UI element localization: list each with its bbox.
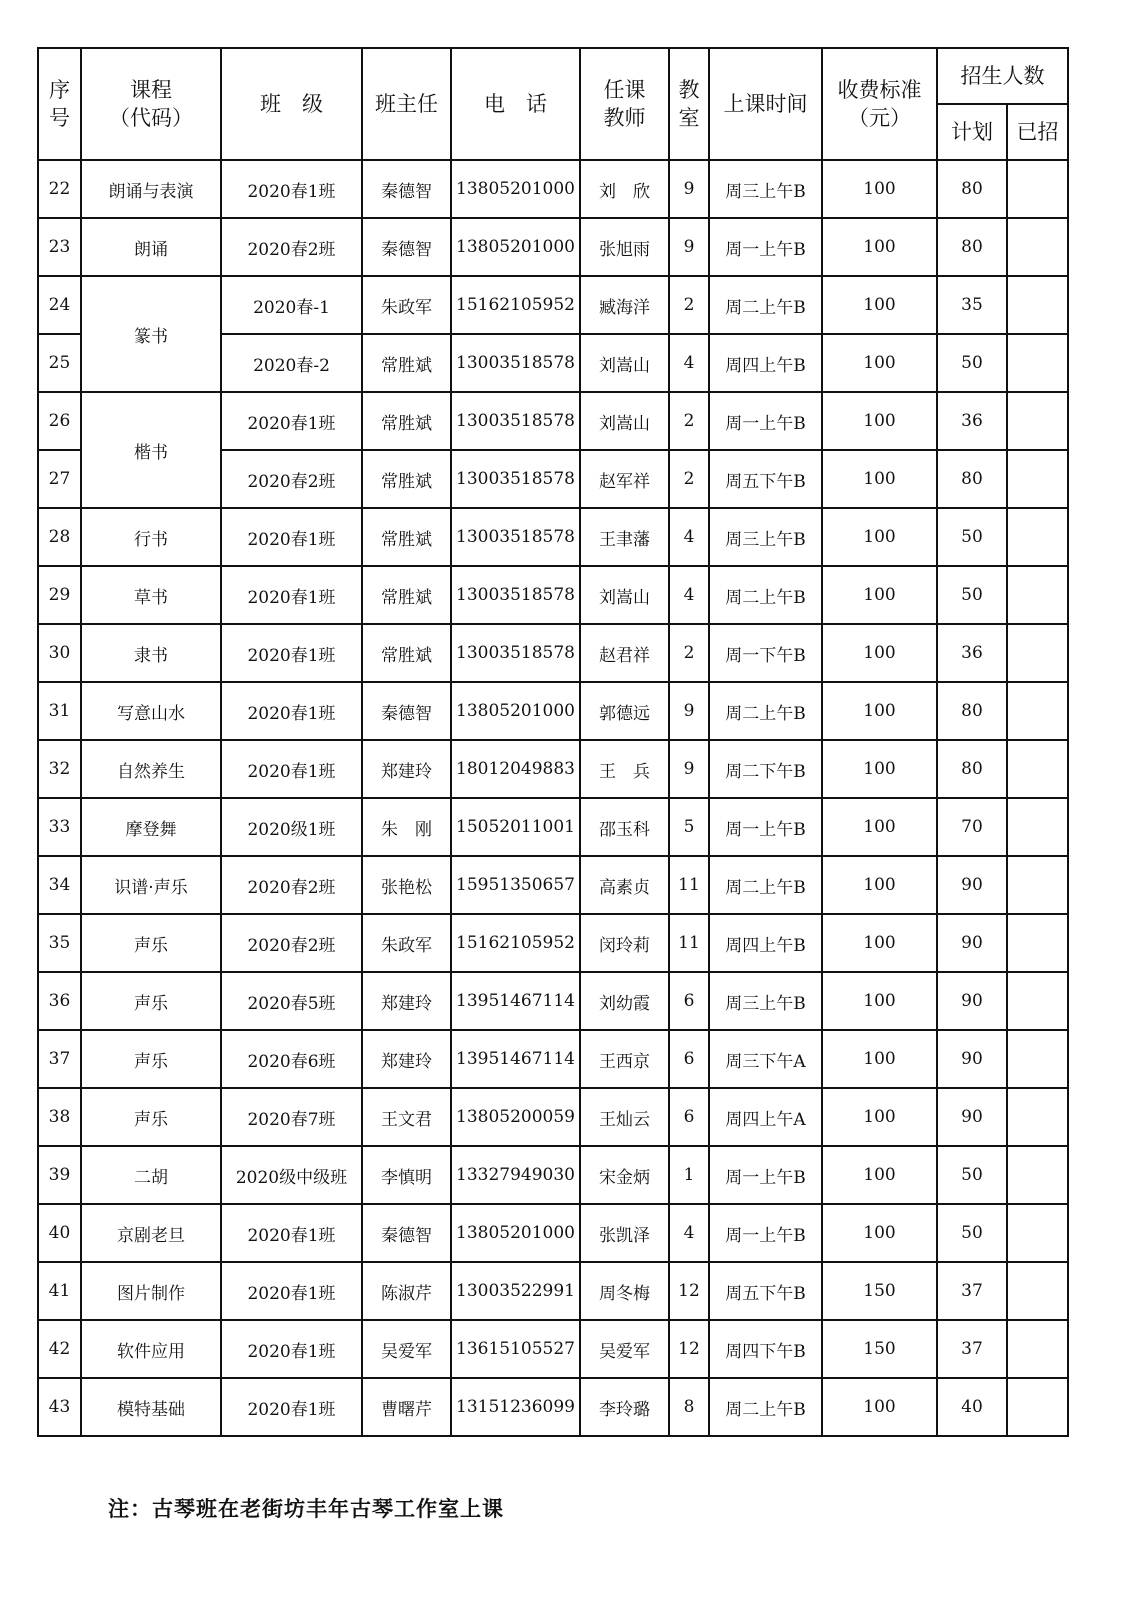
cell-phone: 15162105952: [451, 276, 580, 334]
cell-phone: 13003518578: [451, 566, 580, 624]
cell-fee: 100: [822, 972, 937, 1030]
cell-plan: 36: [937, 624, 1007, 682]
cell-class: 2020春1班: [221, 624, 362, 682]
header-fee: 收费标准 （元）: [822, 48, 937, 160]
cell-head-teacher: 朱政军: [362, 276, 451, 334]
cell-head-teacher: 朱政军: [362, 914, 451, 972]
cell-plan: 80: [937, 450, 1007, 508]
cell-fee: 100: [822, 218, 937, 276]
table-row: [38, 798, 1068, 856]
cell-plan: 50: [937, 566, 1007, 624]
cell-course: 自然养生: [81, 740, 221, 798]
header-class: 班 级: [221, 48, 362, 160]
cell-seq: 28: [38, 508, 81, 566]
header-enroll: 招生人数: [937, 48, 1068, 104]
cell-course: 朗诵与表演: [81, 160, 221, 218]
table-row: [38, 1320, 1068, 1378]
cell-seq: 30: [38, 624, 81, 682]
cell-enrolled: [1007, 1146, 1068, 1204]
cell-teacher: 臧海洋: [580, 276, 669, 334]
cell-room: 9: [669, 160, 709, 218]
cell-head-teacher: 常胜斌: [362, 392, 451, 450]
cell-fee: 100: [822, 856, 937, 914]
cell-plan: 80: [937, 682, 1007, 740]
cell-phone: 13805201000: [451, 682, 580, 740]
cell-room: 4: [669, 508, 709, 566]
cell-enrolled: [1007, 508, 1068, 566]
cell-fee: 100: [822, 1146, 937, 1204]
cell-course: 二胡: [81, 1146, 221, 1204]
table-row: [38, 856, 1068, 914]
cell-plan: 40: [937, 1378, 1007, 1436]
table-row: [38, 392, 1068, 450]
cell-class: 2020春1班: [221, 1262, 362, 1320]
cell-seq: 42: [38, 1320, 81, 1378]
cell-time: 周二上午B: [709, 856, 822, 914]
cell-room: 12: [669, 1262, 709, 1320]
cell-room: 4: [669, 334, 709, 392]
cell-head-teacher: 秦德智: [362, 682, 451, 740]
header-teacher: 任课 教师: [580, 48, 669, 160]
cell-room: 9: [669, 740, 709, 798]
cell-enrolled: [1007, 334, 1068, 392]
cell-class: 2020春-1: [221, 276, 362, 334]
cell-seq: 31: [38, 682, 81, 740]
cell-class: 2020春1班: [221, 160, 362, 218]
cell-teacher: 刘 欣: [580, 160, 669, 218]
cell-fee: 100: [822, 914, 937, 972]
cell-fee: 150: [822, 1320, 937, 1378]
cell-time: 周三上午B: [709, 508, 822, 566]
cell-time: 周五下午B: [709, 450, 822, 508]
cell-head-teacher: 秦德智: [362, 1204, 451, 1262]
cell-course: 写意山水: [81, 682, 221, 740]
cell-phone: 13805201000: [451, 1204, 580, 1262]
cell-enrolled: [1007, 392, 1068, 450]
cell-seq: 37: [38, 1030, 81, 1088]
cell-head-teacher: 李慎明: [362, 1146, 451, 1204]
cell-room: 9: [669, 218, 709, 276]
cell-class: 2020春5班: [221, 972, 362, 1030]
cell-room: 2: [669, 392, 709, 450]
footnote: 注：古琴班在老街坊丰年古琴工作室上课: [108, 1497, 504, 1521]
cell-time: 周一上午B: [709, 1146, 822, 1204]
cell-teacher: 赵君祥: [580, 624, 669, 682]
cell-class: 2020春1班: [221, 1378, 362, 1436]
cell-teacher: 高素贞: [580, 856, 669, 914]
table-row: [38, 914, 1068, 972]
cell-plan: 80: [937, 740, 1007, 798]
cell-plan: 90: [937, 856, 1007, 914]
header-room: 教 室: [669, 48, 709, 160]
cell-time: 周四上午B: [709, 334, 822, 392]
cell-enrolled: [1007, 1320, 1068, 1378]
cell-time: 周三上午B: [709, 972, 822, 1030]
cell-head-teacher: 常胜斌: [362, 334, 451, 392]
cell-teacher: 王灿云: [580, 1088, 669, 1146]
cell-head-teacher: 王文君: [362, 1088, 451, 1146]
cell-class: 2020春2班: [221, 856, 362, 914]
cell-head-teacher: 常胜斌: [362, 450, 451, 508]
cell-course: 摩登舞: [81, 798, 221, 856]
cell-phone: 13951467114: [451, 1030, 580, 1088]
cell-time: 周二上午B: [709, 1378, 822, 1436]
cell-seq: 38: [38, 1088, 81, 1146]
cell-phone: 13003518578: [451, 508, 580, 566]
cell-seq: 41: [38, 1262, 81, 1320]
table-row: [38, 276, 1068, 334]
cell-enrolled: [1007, 450, 1068, 508]
cell-phone: 13805200059: [451, 1088, 580, 1146]
cell-teacher: 闵玲莉: [580, 914, 669, 972]
cell-head-teacher: 秦德智: [362, 160, 451, 218]
cell-phone: 13951467114: [451, 972, 580, 1030]
cell-fee: 100: [822, 450, 937, 508]
cell-class: 2020春1班: [221, 740, 362, 798]
header-seq: 序 号: [38, 48, 81, 160]
cell-fee: 100: [822, 1030, 937, 1088]
cell-phone: 18012049883: [451, 740, 580, 798]
table-row: [38, 1088, 1068, 1146]
cell-course: 篆书: [81, 276, 221, 392]
cell-class: 2020春1班: [221, 1320, 362, 1378]
header-course: 课程 （代码）: [81, 48, 221, 160]
cell-plan: 37: [937, 1320, 1007, 1378]
cell-time: 周四上午A: [709, 1088, 822, 1146]
cell-enrolled: [1007, 160, 1068, 218]
cell-seq: 27: [38, 450, 81, 508]
cell-enrolled: [1007, 276, 1068, 334]
cell-teacher: 王 兵: [580, 740, 669, 798]
cell-head-teacher: 曹曙芹: [362, 1378, 451, 1436]
cell-enrolled: [1007, 682, 1068, 740]
cell-head-teacher: 吴爱军: [362, 1320, 451, 1378]
cell-head-teacher: 郑建玲: [362, 1030, 451, 1088]
header-plan: 计划: [937, 104, 1007, 160]
cell-head-teacher: 郑建玲: [362, 972, 451, 1030]
cell-fee: 100: [822, 160, 937, 218]
cell-seq: 36: [38, 972, 81, 1030]
table-row: [38, 1146, 1068, 1204]
cell-phone: 13151236099: [451, 1378, 580, 1436]
cell-room: 6: [669, 1030, 709, 1088]
cell-room: 12: [669, 1320, 709, 1378]
cell-plan: 50: [937, 334, 1007, 392]
cell-head-teacher: 常胜斌: [362, 508, 451, 566]
cell-time: 周三上午B: [709, 160, 822, 218]
cell-teacher: 邵玉科: [580, 798, 669, 856]
table-row: [38, 160, 1068, 218]
cell-fee: 100: [822, 1088, 937, 1146]
cell-enrolled: [1007, 740, 1068, 798]
cell-time: 周一下午B: [709, 624, 822, 682]
table-row: [38, 508, 1068, 566]
cell-course: 声乐: [81, 1030, 221, 1088]
cell-course: 软件应用: [81, 1320, 221, 1378]
cell-phone: 13003518578: [451, 450, 580, 508]
cell-fee: 100: [822, 392, 937, 450]
cell-time: 周四上午B: [709, 914, 822, 972]
table-row: [38, 682, 1068, 740]
cell-room: 2: [669, 624, 709, 682]
cell-fee: 100: [822, 566, 937, 624]
cell-teacher: 宋金炳: [580, 1146, 669, 1204]
cell-seq: 32: [38, 740, 81, 798]
cell-enrolled: [1007, 1030, 1068, 1088]
cell-head-teacher: 张艳松: [362, 856, 451, 914]
cell-class: 2020春2班: [221, 450, 362, 508]
cell-plan: 90: [937, 914, 1007, 972]
cell-teacher: 郭德远: [580, 682, 669, 740]
cell-teacher: 张旭雨: [580, 218, 669, 276]
cell-seq: 35: [38, 914, 81, 972]
cell-time: 周一上午B: [709, 218, 822, 276]
cell-plan: 80: [937, 218, 1007, 276]
cell-time: 周二上午B: [709, 276, 822, 334]
table-row: [38, 624, 1068, 682]
cell-time: 周四下午B: [709, 1320, 822, 1378]
table-row: [38, 218, 1068, 276]
table-row: [38, 1378, 1068, 1436]
cell-class: 2020春-2: [221, 334, 362, 392]
cell-fee: 100: [822, 740, 937, 798]
cell-class: 2020春1班: [221, 682, 362, 740]
cell-teacher: 刘嵩山: [580, 566, 669, 624]
cell-room: 4: [669, 1204, 709, 1262]
cell-seq: 29: [38, 566, 81, 624]
cell-enrolled: [1007, 1204, 1068, 1262]
cell-seq: 22: [38, 160, 81, 218]
cell-teacher: 赵军祥: [580, 450, 669, 508]
cell-head-teacher: 陈淑芹: [362, 1262, 451, 1320]
cell-fee: 150: [822, 1262, 937, 1320]
cell-head-teacher: 常胜斌: [362, 624, 451, 682]
cell-plan: 90: [937, 1030, 1007, 1088]
cell-enrolled: [1007, 566, 1068, 624]
cell-time: 周五下午B: [709, 1262, 822, 1320]
cell-room: 11: [669, 856, 709, 914]
cell-time: 周一上午B: [709, 798, 822, 856]
cell-teacher: 周冬梅: [580, 1262, 669, 1320]
cell-seq: 26: [38, 392, 81, 450]
cell-seq: 25: [38, 334, 81, 392]
cell-teacher: 王聿藩: [580, 508, 669, 566]
cell-class: 2020春1班: [221, 566, 362, 624]
cell-phone: 15052011001: [451, 798, 580, 856]
header-time: 上课时间: [709, 48, 822, 160]
cell-class: 2020级1班: [221, 798, 362, 856]
cell-room: 9: [669, 682, 709, 740]
cell-enrolled: [1007, 1262, 1068, 1320]
cell-seq: 24: [38, 276, 81, 334]
header-phone: 电 话: [451, 48, 580, 160]
cell-room: 2: [669, 450, 709, 508]
cell-class: 2020春7班: [221, 1088, 362, 1146]
cell-time: 周一上午B: [709, 392, 822, 450]
cell-course: 图片制作: [81, 1262, 221, 1320]
cell-class: 2020春2班: [221, 914, 362, 972]
cell-phone: 13003518578: [451, 624, 580, 682]
cell-phone: 13615105527: [451, 1320, 580, 1378]
cell-enrolled: [1007, 972, 1068, 1030]
cell-phone: 13003518578: [451, 334, 580, 392]
cell-course: 行书: [81, 508, 221, 566]
cell-course: 声乐: [81, 972, 221, 1030]
cell-course: 京剧老旦: [81, 1204, 221, 1262]
cell-enrolled: [1007, 798, 1068, 856]
cell-fee: 100: [822, 624, 937, 682]
table-row: [38, 740, 1068, 798]
table-row: [38, 566, 1068, 624]
cell-fee: 100: [822, 508, 937, 566]
cell-head-teacher: 朱 刚: [362, 798, 451, 856]
cell-fee: 100: [822, 682, 937, 740]
cell-seq: 34: [38, 856, 81, 914]
course-schedule-table: [37, 47, 1069, 1437]
cell-phone: 15951350657: [451, 856, 580, 914]
cell-room: 1: [669, 1146, 709, 1204]
cell-phone: 13327949030: [451, 1146, 580, 1204]
cell-room: 11: [669, 914, 709, 972]
cell-enrolled: [1007, 856, 1068, 914]
cell-plan: 36: [937, 392, 1007, 450]
cell-class: 2020级中级班: [221, 1146, 362, 1204]
cell-plan: 80: [937, 160, 1007, 218]
cell-class: 2020春6班: [221, 1030, 362, 1088]
cell-head-teacher: 郑建玲: [362, 740, 451, 798]
header-head-teacher: 班主任: [362, 48, 451, 160]
cell-plan: 50: [937, 508, 1007, 566]
cell-teacher: 张凯泽: [580, 1204, 669, 1262]
cell-teacher: 王西京: [580, 1030, 669, 1088]
cell-phone: 13003518578: [451, 392, 580, 450]
cell-plan: 90: [937, 972, 1007, 1030]
cell-fee: 100: [822, 798, 937, 856]
cell-enrolled: [1007, 218, 1068, 276]
cell-phone: 13003522991: [451, 1262, 580, 1320]
cell-enrolled: [1007, 1088, 1068, 1146]
cell-enrolled: [1007, 1378, 1068, 1436]
cell-time: 周二上午B: [709, 566, 822, 624]
cell-class: 2020春1班: [221, 392, 362, 450]
cell-teacher: 刘嵩山: [580, 392, 669, 450]
cell-seq: 43: [38, 1378, 81, 1436]
cell-time: 周三下午A: [709, 1030, 822, 1088]
cell-room: 6: [669, 1088, 709, 1146]
cell-room: 6: [669, 972, 709, 1030]
cell-course: 识谱·声乐: [81, 856, 221, 914]
cell-course: 模特基础: [81, 1378, 221, 1436]
cell-fee: 100: [822, 1378, 937, 1436]
cell-fee: 100: [822, 334, 937, 392]
cell-teacher: 李玲璐: [580, 1378, 669, 1436]
table-row: [38, 1262, 1068, 1320]
cell-room: 2: [669, 276, 709, 334]
cell-course: 声乐: [81, 914, 221, 972]
cell-class: 2020春1班: [221, 1204, 362, 1262]
cell-course: 隶书: [81, 624, 221, 682]
cell-fee: 100: [822, 1204, 937, 1262]
table-row: [38, 1204, 1068, 1262]
cell-course: 朗诵: [81, 218, 221, 276]
cell-teacher: 刘嵩山: [580, 334, 669, 392]
cell-plan: 35: [937, 276, 1007, 334]
cell-seq: 40: [38, 1204, 81, 1262]
cell-time: 周一上午B: [709, 1204, 822, 1262]
cell-course: 草书: [81, 566, 221, 624]
table-row: [38, 1030, 1068, 1088]
cell-head-teacher: 常胜斌: [362, 566, 451, 624]
table-body: [38, 160, 1068, 1436]
table-row: [38, 972, 1068, 1030]
cell-seq: 33: [38, 798, 81, 856]
cell-time: 周二上午B: [709, 682, 822, 740]
cell-course: 声乐: [81, 1088, 221, 1146]
cell-time: 周二下午B: [709, 740, 822, 798]
cell-seq: 39: [38, 1146, 81, 1204]
cell-class: 2020春1班: [221, 508, 362, 566]
cell-enrolled: [1007, 914, 1068, 972]
cell-teacher: 刘幼霞: [580, 972, 669, 1030]
cell-plan: 37: [937, 1262, 1007, 1320]
cell-room: 8: [669, 1378, 709, 1436]
cell-course: 楷书: [81, 392, 221, 508]
cell-class: 2020春2班: [221, 218, 362, 276]
cell-head-teacher: 秦德智: [362, 218, 451, 276]
cell-plan: 50: [937, 1146, 1007, 1204]
cell-phone: 15162105952: [451, 914, 580, 972]
cell-room: 4: [669, 566, 709, 624]
cell-fee: 100: [822, 276, 937, 334]
cell-teacher: 吴爱军: [580, 1320, 669, 1378]
cell-plan: 50: [937, 1204, 1007, 1262]
cell-plan: 70: [937, 798, 1007, 856]
header-row: [38, 48, 1068, 104]
cell-enrolled: [1007, 624, 1068, 682]
cell-phone: 13805201000: [451, 160, 580, 218]
cell-seq: 23: [38, 218, 81, 276]
header-enrolled: 已招: [1007, 104, 1068, 160]
cell-plan: 90: [937, 1088, 1007, 1146]
cell-room: 5: [669, 798, 709, 856]
cell-phone: 13805201000: [451, 218, 580, 276]
